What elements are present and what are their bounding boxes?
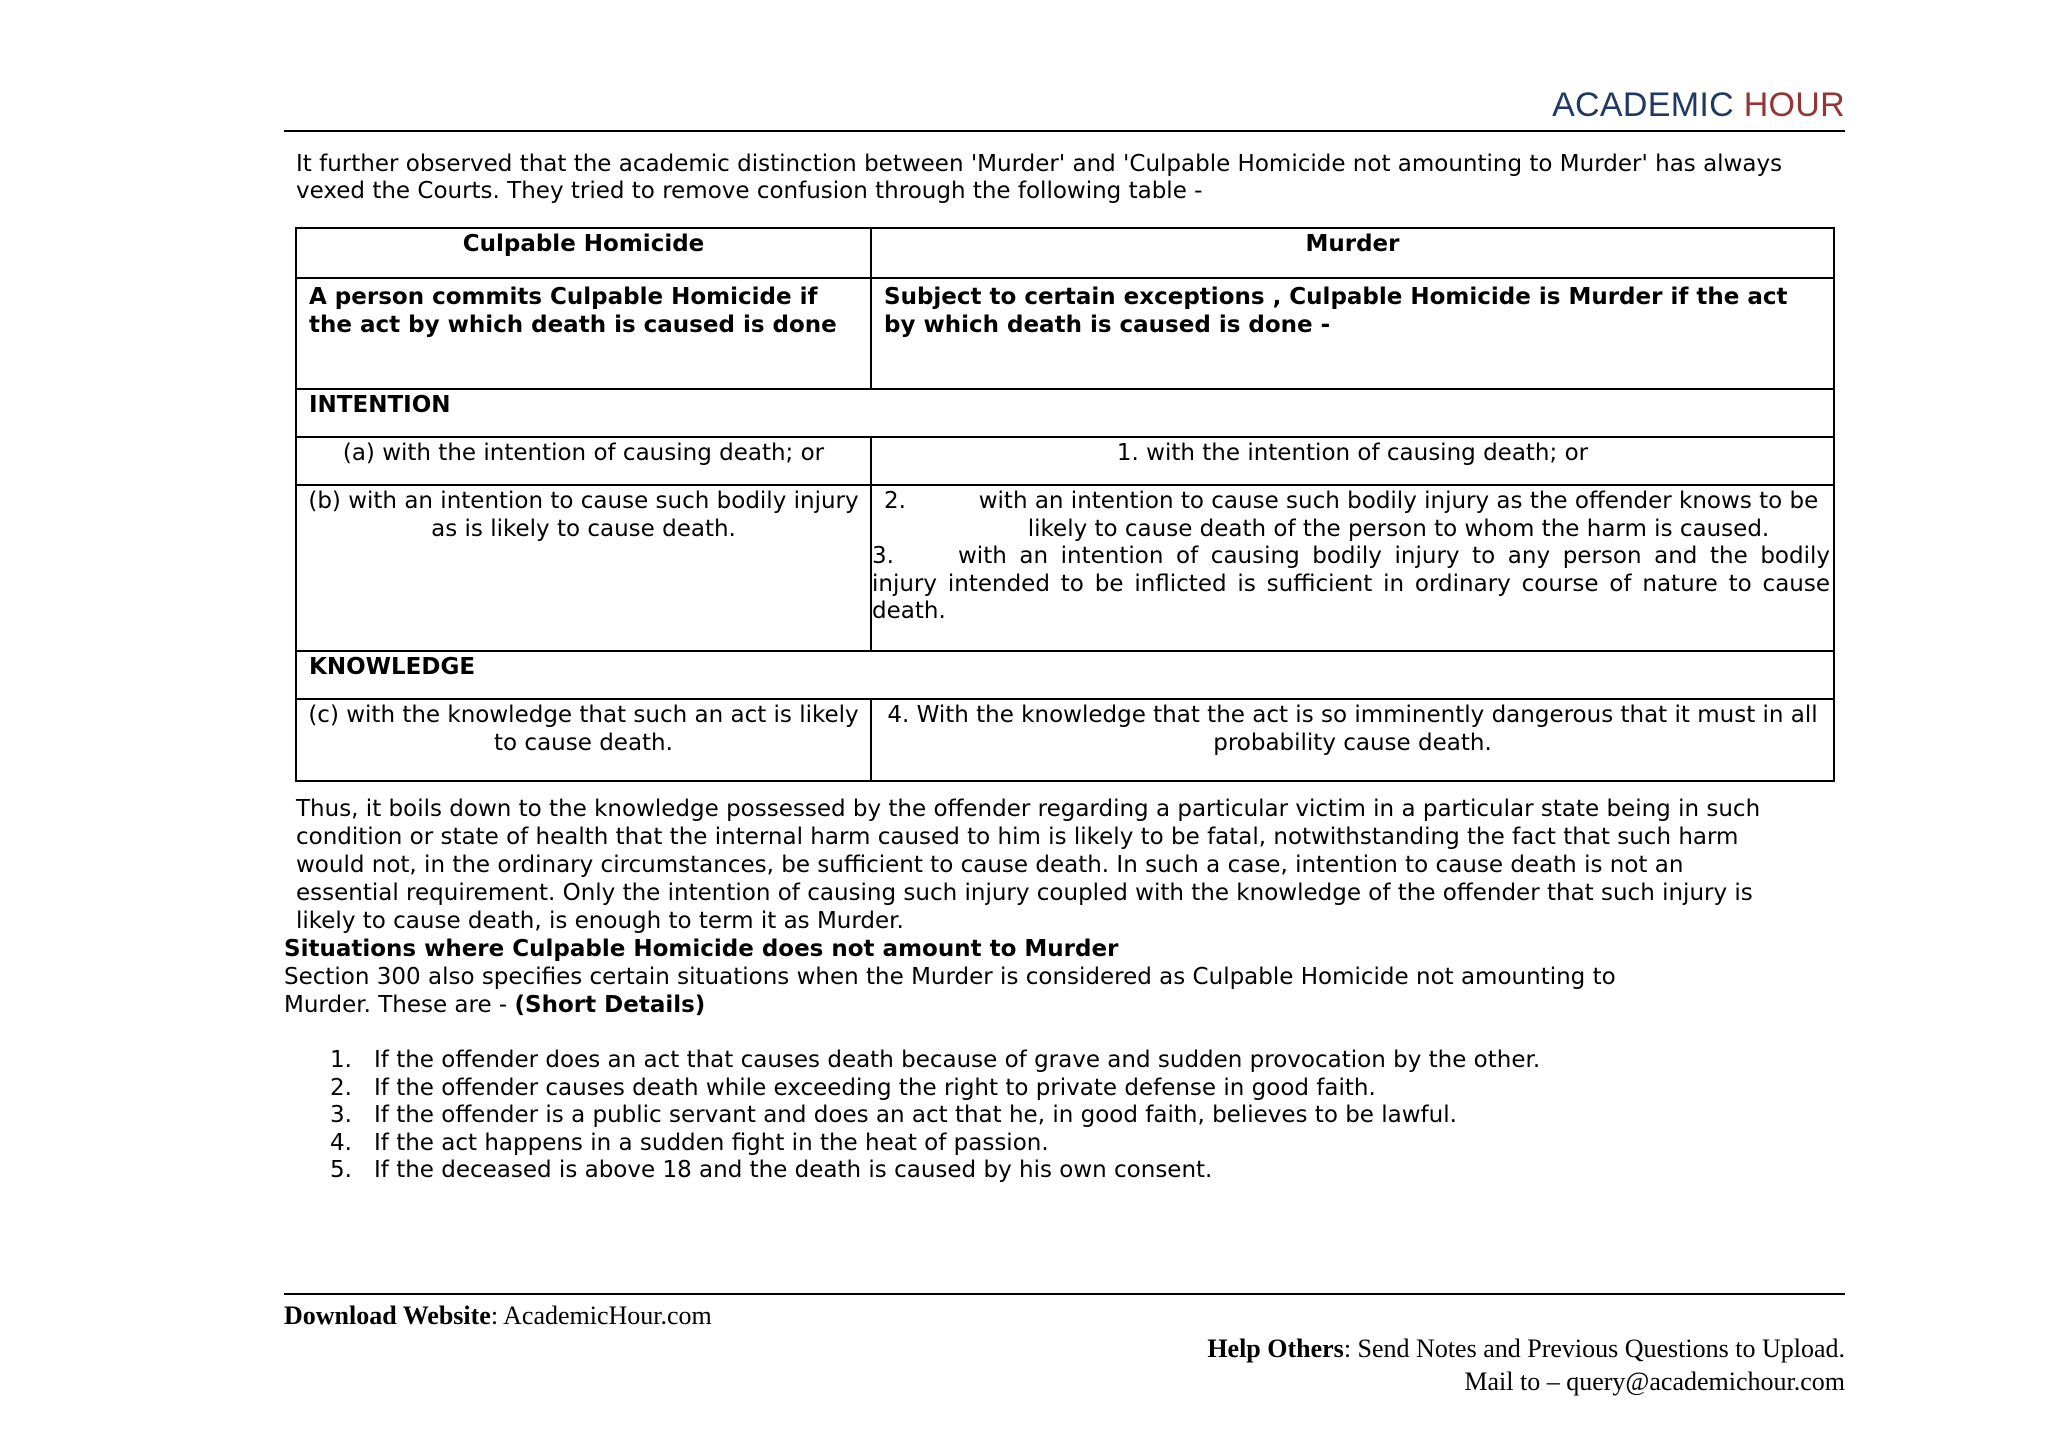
conclusion-line-4: essential requirement. Only the intention of causing such injury coupled with the knowledge of the offender that such injury is <box>296 880 1753 906</box>
intention-item-3-text: with an intention of causing bodily injury to any person and the bodily injury intended to be inflicted is sufficient in ordinary course of nature to cause death. <box>872 543 1830 624</box>
intention-item-3-number: 3. <box>872 543 894 569</box>
list-item <box>330 1130 1540 1158</box>
situations-intro-text: Murder. These are - <box>284 992 515 1018</box>
footer-help <box>1207 1332 1845 1398</box>
download-website[interactable]: : AcademicHour.com <box>490 1301 712 1330</box>
list-item-number: 2. <box>330 1074 352 1101</box>
brand-part-academic: ACADEMIC <box>1552 86 1734 124</box>
intention-2-3-cell <box>871 485 1834 651</box>
intention-b-cell: (b) with an intention to cause such bodily injury as is likely to cause death. <box>296 485 871 651</box>
brand-part-hour: HOUR <box>1743 86 1845 124</box>
situations-intro-line-1: Section 300 also specifies certain situations when the Murder is considered as Culpable Homicide not amounting to <box>284 964 1616 990</box>
intention-item-2 <box>872 486 1833 543</box>
download-label: Download Website <box>284 1301 491 1330</box>
header-divider <box>284 130 1845 132</box>
help-label: Help Others <box>1207 1334 1344 1363</box>
list-item <box>330 1102 1540 1130</box>
intention-item-2-text: with an intention to cause such bodily injury as the offender knows to be likely to cause death of the person to whom the harm is caused. <box>978 488 1819 542</box>
intention-1-cell: 1. with the intention of causing death; or <box>871 437 1834 485</box>
list-item-number: 3. <box>330 1102 352 1128</box>
list-item-text: If the offender does an act that causes death because of grave and sudden provocation by the other. <box>374 1047 1541 1073</box>
section-intention: INTENTION <box>296 389 1834 437</box>
intention-item-3 <box>872 543 1833 626</box>
conclusion-line-3: would not, in the ordinary circumstances, be sufficient to cause death. In such a case, intention to cause death is not an <box>296 852 1684 878</box>
header-culpable-homicide: Culpable Homicide <box>296 228 871 278</box>
comparison-table <box>295 227 1835 782</box>
list-item <box>330 1075 1540 1103</box>
short-details-label: (Short Details) <box>514 992 706 1018</box>
situations-intro <box>284 963 1684 1019</box>
section-knowledge: KNOWLEDGE <box>296 651 1834 699</box>
intro-paragraph <box>296 151 1836 205</box>
intro-line-2: vexed the Courts. They tried to remove confusion through the following table - <box>296 178 1203 204</box>
situations-list <box>330 1047 1540 1185</box>
list-item-text: If the offender is a public servant and does an act that he, in good faith, believes to be lawful. <box>374 1102 1457 1128</box>
list-item <box>330 1157 1540 1185</box>
knowledge-c-cell: (c) with the knowledge that such an act is likely to cause death. <box>296 699 871 781</box>
list-item-number: 4. <box>330 1129 352 1156</box>
list-item-number: 5. <box>330 1157 352 1183</box>
intention-a-cell: (a) with the intention of causing death; or <box>296 437 871 485</box>
brand-logo-text <box>1552 86 1845 125</box>
definition-murder: Subject to certain exceptions , Culpable Homicide is Murder if the act by which death is caused is done - <box>871 278 1834 389</box>
list-item-text: If the act happens in a sudden fight in the heat of passion. <box>374 1129 1049 1156</box>
intention-item-2-number: 2. <box>884 488 906 514</box>
situations-heading: Situations where Culpable Homicide does not amount to Murder <box>284 936 1119 962</box>
conclusion-line-1: Thus, it boils down to the knowledge possessed by the offender regarding a particular victim in a particular state being in such <box>296 796 1761 822</box>
situations-intro-line-2 <box>284 991 1684 1019</box>
header-murder: Murder <box>871 228 1834 278</box>
mail-line[interactable]: Mail to – query@academichour.com <box>1464 1367 1845 1396</box>
list-item-text: If the offender causes death while exceeding the right to private defense in good faith. <box>374 1074 1376 1101</box>
footer-divider <box>284 1293 1845 1295</box>
list-item-number: 1. <box>330 1047 352 1073</box>
knowledge-4-cell: 4. With the knowledge that the act is so imminently dangerous that it must in all probability cause death. <box>871 699 1834 781</box>
conclusion-paragraph <box>296 795 1856 935</box>
conclusion-line-5: likely to cause death, is enough to term it as Murder. <box>296 908 904 934</box>
list-item <box>330 1047 1540 1075</box>
list-item-text: If the deceased is above 18 and the death is caused by his own consent. <box>374 1157 1213 1183</box>
help-text: : Send Notes and Previous Questions to Upload. <box>1343 1334 1845 1363</box>
definition-culpable-homicide: A person commits Culpable Homicide if the act by which death is caused is done <box>296 278 871 389</box>
intro-line-1: It further observed that the academic distinction between 'Murder' and 'Culpable Homicide not amounting to Murder' has always <box>296 151 1783 177</box>
footer-download <box>284 1299 712 1333</box>
help-line <box>1207 1332 1845 1365</box>
conclusion-line-2: condition or state of health that the internal harm caused to him is likely to be fatal, notwithstanding the fact that such harm <box>296 824 1739 850</box>
